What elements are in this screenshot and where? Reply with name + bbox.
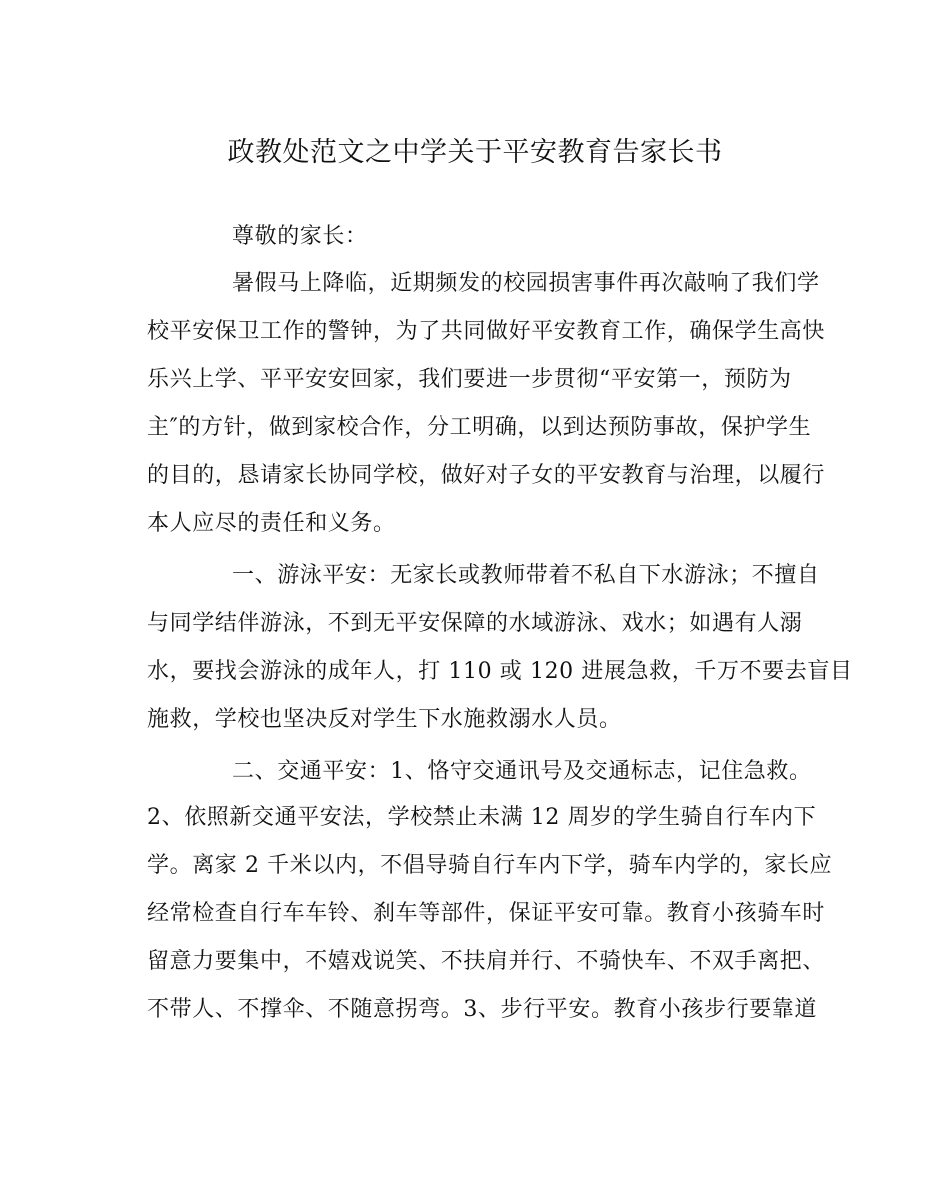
paragraph-line: 不带人、不撑伞、不随意拐弯。3、步行平安。教育小孩步行要靠道 [147,997,817,1022]
paragraph-line: 乐兴上学、平平安安回家，我们要进一步贯彻“平安第一，预防为 [147,367,792,392]
paragraph-line: 本人应尽的责任和义务。 [147,511,396,536]
paragraph-line: 学。离家 2 千米以内，不倡导骑自行车内下学，骑车内学的，家长应 [147,853,833,878]
paragraph-line: 水，要找会游泳的成年人，打 110 或 120 进展急救，千万不要去盲目 [147,659,853,684]
paragraph-line: 暑假马上降临，近期频发的校园损害事件再次敲响了我们学 [232,271,820,296]
paragraph-line: 二、交通平安：1、恪守交通讯号及交通标志，记住急救。 [232,759,812,784]
document-title: 政教处范文之中学关于平安教育告家长书 [227,137,723,168]
paragraph-line: 经常检查自行车车铃、刹车等部件，保证平安可靠。教育小孩骑车时 [147,901,826,926]
paragraph-line: 主″的方针，做到家校合作，分工明确，以到达预防事故，保护学生 [147,415,812,440]
paragraph-line: 一、游泳平安：无家长或教师带着不私自下水游泳；不擅自 [232,563,820,588]
paragraph-line: 的目的，恳请家长协同学校，做好对子女的平安教育与治理，以履行 [147,463,826,488]
salutation: 尊敬的家长： [232,224,368,249]
paragraph-line: 2、依照新交通平安法，学校禁止未满 12 周岁的学生骑自行车内下 [147,805,817,830]
paragraph-line: 留意力要集中，不嬉戏说笑、不扶肩并行、不骑快车、不双手离把、 [147,949,826,974]
paragraph-line: 校平安保卫工作的警钟，为了共同做好平安教育工作，确保学生高快 [147,319,826,344]
paragraph-line: 施救，学校也坚决反对学生下水施救溺水人员。 [147,707,622,732]
paragraph-line: 与同学结伴游泳，不到无平安保障的水域游泳、戏水；如遇有人溺 [147,611,803,636]
